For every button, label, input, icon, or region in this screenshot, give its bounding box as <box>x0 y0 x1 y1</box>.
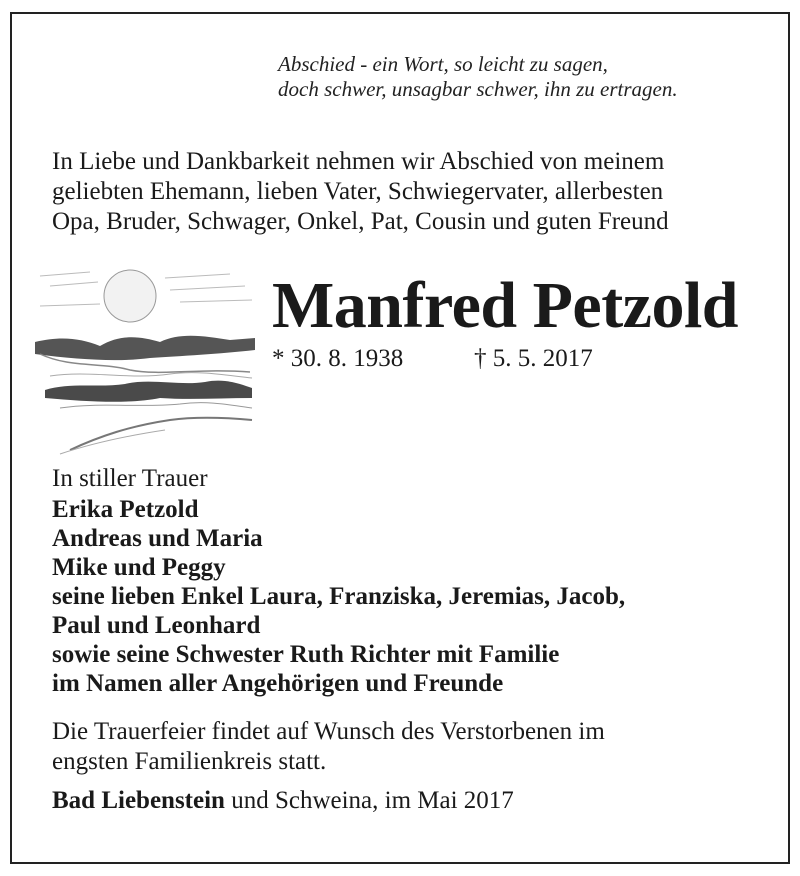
mourner-line: im Namen aller Angehörigen und Freunde <box>52 670 504 697</box>
place-and-date <box>52 786 514 816</box>
intro-line: In Liebe und Dankbarkeit nehmen wir Abschied von meinem <box>52 148 665 175</box>
intro-text <box>52 147 762 237</box>
mourner-line: sowie seine Schwester Ruth Richter mit Familie <box>52 641 560 668</box>
mourning-heading: In stiller Trauer <box>52 465 208 492</box>
funeral-line: Die Trauerfeier findet auf Wunsch des Verstorbenen im <box>52 718 605 745</box>
deceased-name: Manfred Petzold <box>272 269 739 342</box>
birth-date: * 30. 8. 1938 <box>272 345 404 372</box>
place-date-rest: und Schweina, im Mai 2017 <box>224 787 514 814</box>
funeral-info <box>52 717 752 777</box>
intro-line: geliebten Ehemann, lieben Vater, Schwiegervater, allerbesten <box>52 178 664 205</box>
mourner-line: Mike und Peggy <box>52 554 226 581</box>
farewell-verse <box>278 52 678 102</box>
mourner-line: Andreas und Maria <box>52 525 263 552</box>
mourner-line: Erika Petzold <box>52 496 199 523</box>
mourner-line: seine lieben Enkel Laura, Franziska, Jeremias, Jacob, <box>52 583 626 610</box>
mourners-list <box>52 495 625 698</box>
death-date: † 5. 5. 2017 <box>474 345 593 372</box>
mourner-line: Paul und Leonhard <box>52 612 261 639</box>
verse-line: Abschied - ein Wort, so leicht zu sagen, <box>278 52 608 76</box>
verse-line: doch schwer, unsagbar schwer, ihn zu ertragen. <box>278 77 678 101</box>
funeral-line: engsten Familienkreis statt. <box>52 748 327 775</box>
intro-line: Opa, Bruder, Schwager, Onkel, Pat, Cousin und guten Freund <box>52 208 669 235</box>
place-name: Bad Liebenstein <box>52 787 225 814</box>
landscape-illustration <box>30 258 260 458</box>
